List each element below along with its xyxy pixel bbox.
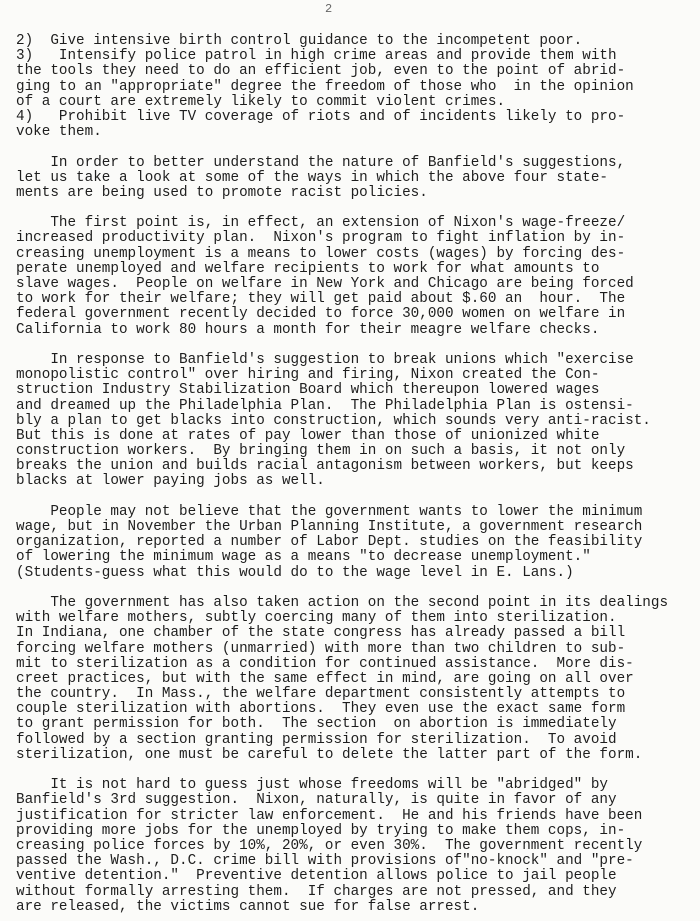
text-line: (Students-guess what this would do to the wage level in E. Lans.) bbox=[16, 564, 574, 581]
text-line: wage, but in November the Urban Planning Institute, a government research bbox=[16, 519, 643, 535]
paragraph-gap bbox=[16, 338, 688, 353]
paragraph bbox=[16, 34, 688, 140]
text-line: voke them. bbox=[16, 124, 102, 141]
page-number: 2 bbox=[325, 2, 333, 16]
text-line: The government has also taken action on the second point in its dealings bbox=[16, 594, 669, 611]
text-line: breaks the union and builds racial antagonism between workers, but keeps bbox=[16, 458, 634, 475]
document-body bbox=[16, 34, 688, 915]
text-line: The first point is, in effect, an extension of Nixon's wage-freeze/ bbox=[16, 215, 626, 232]
text-line: are released, the victims cannot sue for false arrest. bbox=[16, 898, 480, 915]
text-line: It is not hard to guess just whose freedoms will be "abridged" by bbox=[16, 777, 608, 794]
text-line: federal government recently decided to force 30,000 women on welfare in bbox=[16, 306, 626, 323]
text-line: slave wages. People on welfare in New York and Chicago are being forced bbox=[16, 276, 634, 292]
text-line: blacks at lower paying jobs as well. bbox=[16, 473, 325, 490]
text-line: But this is done at rates of pay lower than those of unionized white bbox=[16, 427, 600, 444]
text-line: of lowering the minimum wage as a means "to decrease unemployment." bbox=[16, 549, 591, 566]
text-line: the country. In Mass., the welfare department consistently attempts to bbox=[16, 686, 626, 703]
text-line: organization, reported a number of Labor Dept. studies on the feasibility bbox=[16, 534, 643, 551]
text-line: 2) Give intensive birth control guidance to the incompetent poor. bbox=[16, 33, 583, 49]
text-line: 4) Prohibit live TV coverage of riots and of incidents likely to pro- bbox=[16, 108, 626, 125]
text-line: and dreamed up the Philadelphia Plan. The Philadelphia Plan is ostensi- bbox=[16, 397, 634, 414]
text-line: creasing unemployment is a means to lower costs (wages) by forcing des- bbox=[16, 245, 626, 262]
paragraph bbox=[16, 596, 688, 763]
text-line: perate unemployed and welfare recipients to work for what amounts to bbox=[16, 260, 600, 277]
paragraph bbox=[16, 216, 688, 338]
text-line: construction workers. By bringing them in on such a basis, it not only bbox=[16, 443, 626, 460]
text-line: to grant permission for both. The section on abortion is immediately bbox=[16, 716, 617, 733]
paragraph-gap bbox=[16, 763, 688, 778]
text-line: In response to Banfield's suggestion to break unions which "exercise bbox=[16, 351, 634, 368]
paragraph-gap bbox=[16, 490, 688, 505]
text-line: Banfield's 3rd suggestion. Nixon, naturally, is quite in favor of any bbox=[16, 792, 617, 809]
text-line: creasing police forces by 10%, 20%, or even 30%. The government recently bbox=[16, 837, 643, 854]
text-line: couple sterilization with abortions. They even use the exact same form bbox=[16, 701, 626, 718]
paragraph bbox=[16, 156, 688, 202]
paragraph-gap bbox=[16, 581, 688, 596]
paragraph bbox=[16, 505, 688, 581]
text-line: with welfare mothers, subtly coercing many of them into sterilization. bbox=[16, 610, 617, 627]
text-line: to work for their welfare; they will get paid about $.60 an hour. The bbox=[16, 291, 626, 308]
text-line: ging to an "appropriate" degree the freedom of those who in the opinion bbox=[16, 78, 634, 95]
text-line: California to work 80 hours a month for their meagre welfare checks. bbox=[16, 321, 600, 338]
text-line: of a court are extremely likely to commit violent crimes. bbox=[16, 93, 506, 110]
paragraph-gap bbox=[16, 201, 688, 216]
text-line: providing more jobs for the unemployed by trying to make them cops, in- bbox=[16, 822, 626, 839]
text-line: ments are being used to promote racist policies. bbox=[16, 184, 428, 201]
text-line: In Indiana, one chamber of the state congress has already passed a bill bbox=[16, 625, 626, 642]
text-line: the tools they need to do an efficient job, even to the point of abrid- bbox=[16, 63, 626, 80]
text-line: monopolistic control" over hiring and firing, Nixon created the Con- bbox=[16, 367, 600, 384]
text-line: struction Industry Stabilization Board which thereupon lowered wages bbox=[16, 382, 600, 399]
text-line: creet practices, but with the same effect in mind, are going on all over bbox=[16, 670, 634, 687]
text-line: followed by a section granting permission for sterilization. To avoid bbox=[16, 731, 617, 748]
text-line: justification for stricter law enforcement. He and his friends have been bbox=[16, 807, 643, 824]
text-line: let us take a look at some of the ways in which the above four state- bbox=[16, 169, 608, 186]
text-line: mit to sterilization as a condition for continued assistance. More dis- bbox=[16, 655, 634, 672]
paragraph-gap bbox=[16, 140, 688, 155]
text-line: People may not believe that the government wants to lower the minimum bbox=[16, 503, 643, 520]
text-line: forcing welfare mothers (unmarried) with more than two children to sub- bbox=[16, 640, 626, 657]
paragraph bbox=[16, 353, 688, 490]
text-line: without formally arresting them. If charges are not pressed, and they bbox=[16, 883, 617, 900]
text-line: bly a plan to get blacks into construction, which sounds very anti-racist. bbox=[16, 412, 651, 429]
text-line: ventive detention." Preventive detention allows police to jail people bbox=[16, 868, 617, 885]
text-line: In order to better understand the nature of Banfield's suggestions, bbox=[16, 154, 626, 171]
text-line: increased productivity plan. Nixon's program to fight inflation by in- bbox=[16, 230, 626, 247]
text-line: passed the Wash., D.C. crime bill with provisions of"no-knock" and "pre- bbox=[16, 853, 634, 870]
paragraph bbox=[16, 778, 688, 915]
text-line: sterilization, one must be careful to delete the latter part of the form. bbox=[16, 746, 643, 763]
text-line: 3) Intensify police patrol in high crime areas and provide them with bbox=[16, 48, 617, 65]
